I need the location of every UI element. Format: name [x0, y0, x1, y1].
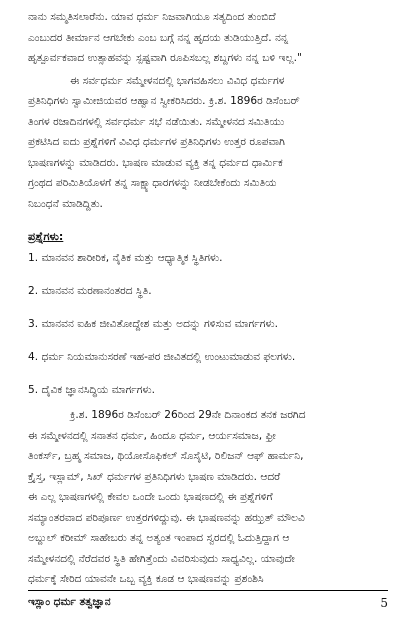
questions-list — [28, 248, 388, 400]
text-line: ಧರ್ಮಕ್ಕೆ ಸೇರಿದ ಯಾವನೇ ಒಬ್ಬ ವ್ಯಕ್ತಿ ಕೂಡ ಆ ಭಾಷಣವನ್ನು ಪ್ರಶಂಶಿಸಿ — [28, 573, 264, 585]
text-line: ಎಂಬುದರ ತೀರ್ಮಾನ ಆಗಬೇಕು ಎಂಬ ಬಗ್ಗೆ ನನ್ನ ಹೃದಯ ತುಡಿಯುತ್ತಿದೆ. ನನ್ನ — [28, 31, 289, 44]
question-item: 5. ದೈವಿಕ ಜ್ಞಾನಸಿದ್ಧಿಯ ಮಾರ್ಗಗಳು. — [28, 384, 156, 396]
page-number: 5 — [380, 596, 388, 610]
text-line: ಹೃತ್ಪೂರ್ವಕವಾದ ಉತ್ಸಾಹವನ್ನು ಸ್ಪಷ್ಟವಾಗಿ ರೂಪಿಸಬಲ್ಲ ಶಬ್ದಗಳು ನನ್ನ ಬಳಿ ಇಲ್ಲ." — [28, 52, 302, 64]
question-item: 3. ಮಾನವನ ಐಹಿಕ ಜೀವಿತೋದ್ದೇಶ ಮತ್ತು ಅದನ್ನು ಗಳಿಸುವ ಮಾರ್ಗಗಳು. — [28, 318, 278, 330]
question-item: 2. ಮಾನವನ ಮರಣಾನಂತರದ ಸ್ಥಿತಿ. — [28, 285, 152, 297]
text-line: ಗ್ರಂಥದ ಪರಿಮಿತಿಯೊಳಗೆ ತನ್ನ ಸಾಕ್ಷ್ಯಾಧಾರಗಳನ್ನು ನೀಡಬೇಕೆಂದು ಸಮಿತಿಯ — [28, 177, 277, 189]
questions-heading: ಪ್ರಶ್ನೆಗಳು: — [28, 230, 64, 243]
text-line: ಪ್ರಕಟಿಸಿದ ಐದು ಪ್ರಶ್ನೆಗಳಿಗೆ ವಿವಿಧ ಧರ್ಮಗಳ ಪ್ರತಿನಿಧಿಗಳು ಉತ್ತರ ರೂಪವಾಗಿ — [28, 136, 285, 148]
text-line: ನಿಬಂಧನೆ ಮಾಡಿದ್ದಿತು. — [28, 197, 103, 210]
text-line: ಕ್ರಿ.ಶ. 1896ರ ಡಿಸೆಂಬರ್ 26ರಿಂದ 29ನೇ ದಿನಾಂಕದ ತನಕ ಜರಗಿದ — [70, 409, 306, 421]
question-item: 4. ಧರ್ಮ ನಿಯಮಾನುಸರಣೆ ಇಹ-ಪರ ಜೀವಿತದಲ್ಲಿ ಉಂಟುಮಾಡುವ ಫಲಗಳು. — [28, 351, 296, 363]
text-line: ಅಬ್ದುಲ್ ಕರೀಮ್ ಸಾಹೇಬರು ತನ್ನ ಅತ್ಯಂತ ಇಂಪಾದ ಸ್ವರದಲ್ಲಿ ಓದುತ್ತಿದ್ದಾಗ ಆ — [28, 532, 290, 544]
text-line: ತಿಂಗಳ ರಜಾದಿನಗಳಲ್ಲಿ ಸರ್ವಧರ್ಮ ಸಭೆ ನಡೆಯಿತು. ಸಮ್ಮೇಳನದ ಸಮಿತಿಯು — [28, 115, 285, 128]
text-line: ಪ್ರತಿನಿಧಿಗಳು ಸ್ವಾಮೀಜಿಯವರ ಆಹ್ವಾನ ಸ್ವೀಕರಿಸಿದರು. ಕ್ರಿ.ಶ. 1896ರ ಡಿಸೆಂಬರ್ — [28, 95, 300, 107]
paragraph-continuation — [28, 7, 388, 69]
text-line: ಈ ಎಲ್ಲ ಭಾಷಣಗಳಲ್ಲಿ ಕೇವಲ ಒಂದೇ ಒಂದು ಭಾಷಣದಲ್ಲಿ ಈ ಪ್ರಶ್ನೆಗಳಿಗೆ — [28, 491, 273, 503]
text-line: ಸಮ್ಮೇಳನದಲ್ಲಿ ನೆರೆದವರ ಸ್ಥಿತಿ ಹೇಗಿತ್ತೆಂದು ವಿವರಿಸುವುದು ಸಾಧ್ಯವಿಲ್ಲ. ಯಾವುದೇ — [28, 552, 295, 565]
paragraph-speeches — [28, 405, 388, 590]
text-line: ಈ ಸಮ್ಮೇಳನದಲ್ಲಿ ಸನಾತನ ಧರ್ಮ, ಹಿಂದೂ ಧರ್ಮ, ಆರ್ಯಸಮಾಜ, ಫ್ರೀ — [28, 429, 276, 442]
text-line: ತಿಂಕರ್ಸ್, ಬ್ರಹ್ಮ ಸಮಾಜ, ಥಿಯೋಸೊಫಿಕಲ್ ಸೊಸೈಟಿ, ರಿಲಿಜನ್ ಆಫ್ ಹಾರ್ಮನಿ, — [28, 450, 304, 462]
text-line: ಸಮ್ಯಾಂತರವಾದ ಪರಿಪೂರ್ಣ ಉತ್ತರಗಳಿದ್ದುವು. ಈ ಭಾಷಣವನ್ನು ಹಝ್ರತ್ ಮೌಲವಿ — [28, 511, 305, 524]
text-line: ಭಾಷಣಗಳನ್ನು ಮಾಡಿದರು. ಭಾಷಣ ಮಾಡುವ ವ್ಯಕ್ತಿ ತನ್ನ ಧರ್ಮದ ಧಾರ್ಮಿಕ — [28, 156, 283, 169]
question-item: 1. ಮಾನವನ ಶಾರೀರಿಕ, ನೈತಿಕ ಮತ್ತು ಆಧ್ಯಾತ್ಮಿಕ ಸ್ಥಿತಿಗಳು. — [28, 252, 223, 264]
footer-book-title: ಇಸ್ಲಾಂ ಧರ್ಮ ತತ್ವಜ್ಞಾನ — [28, 596, 111, 608]
text-line: ಕ್ರೈಸ್ತ, ಇಸ್ಲಾಮ್, ಸಿಖ್ ಧರ್ಮಗಳ ಪ್ರತಿನಿಧಿಗಳು ಭಾಷಣ ಮಾಡಿದರು. ಆದರೆ — [28, 470, 281, 483]
paragraph-conference — [28, 71, 388, 215]
text-line: ಈ ಸರ್ವಧರ್ಮ ಸಮ್ಮೇಳನದಲ್ಲಿ ಭಾಗವಹಿಸಲು ವಿವಿಧ ಧರ್ಮಗಳ — [70, 74, 285, 87]
text-line: ನಾನು ಸಮ್ಮತಿಸಲಾರೆನು. ಯಾವ ಧರ್ಮ ನಿಜವಾಗಿಯೂ ಸತ್ಯದಿಂದ ತುಂಬಿದೆ — [28, 11, 276, 23]
page-footer — [28, 590, 388, 610]
